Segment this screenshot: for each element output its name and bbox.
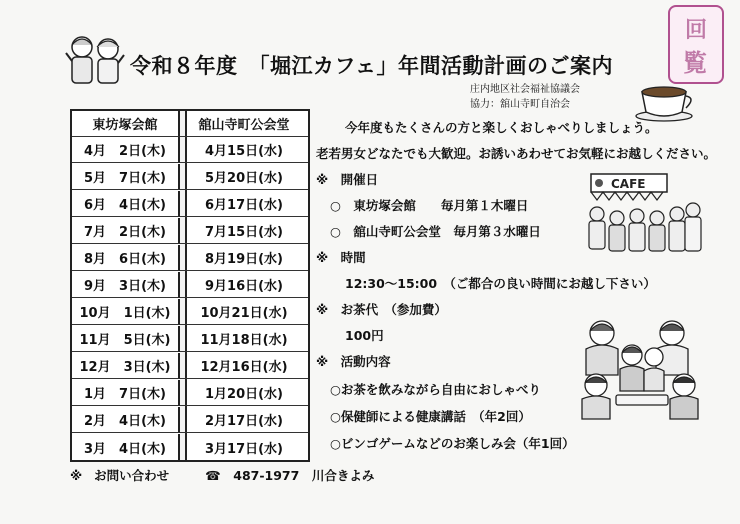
schedule-heading: ※ 開催日 bbox=[316, 172, 379, 187]
activity-item: ○お茶を飲みながら自由におしゃべり bbox=[330, 382, 541, 397]
table-row bbox=[72, 299, 308, 325]
cafe-group-illustration bbox=[585, 170, 703, 262]
date-cell: 10月 1日(木) bbox=[72, 299, 180, 325]
date-cell: 2月 4日(木) bbox=[72, 407, 180, 433]
table-row bbox=[72, 191, 308, 217]
date-cell: 11月 5日(木) bbox=[72, 326, 180, 352]
table-row bbox=[72, 434, 308, 460]
fee-value: 100円 bbox=[345, 328, 384, 343]
date-cell: 11月18日(水) bbox=[180, 326, 308, 352]
cooperation-name: 舘山寺町自治会 bbox=[500, 99, 570, 110]
date-cell: 6月17日(水) bbox=[180, 191, 308, 217]
table-row bbox=[72, 353, 308, 379]
schedule-line-2: ○ 舘山寺町公会堂 毎月第３水曜日 bbox=[330, 224, 541, 239]
table-row bbox=[72, 326, 308, 352]
date-cell: 12月 3日(木) bbox=[72, 353, 180, 379]
date-cell: 9月16日(水) bbox=[180, 272, 308, 298]
elderly-couple-illustration bbox=[64, 33, 126, 85]
date-cell: 10月21日(水) bbox=[180, 299, 308, 325]
date-cell: 3月 4日(木) bbox=[72, 434, 180, 460]
footer-phone: ☎ 487-1977 川合きよみ bbox=[205, 468, 375, 483]
page-title: 令和８年度 「堀江カフェ」年間活動計画のご案内 bbox=[130, 54, 613, 78]
schedule-line-1: ○ 東坊塚会館 毎月第１木曜日 bbox=[330, 198, 529, 213]
date-cell: 9月 3日(木) bbox=[72, 272, 180, 298]
header-east-bozuka: 東坊塚会館 bbox=[72, 111, 180, 137]
footer-mark: ※ bbox=[70, 468, 83, 483]
header-kanzanji: 舘山寺町公会堂 bbox=[180, 111, 308, 137]
cooperation-label: 協力： bbox=[470, 99, 500, 110]
chatting-group-illustration bbox=[580, 315, 705, 420]
date-cell: 8月 6日(木) bbox=[72, 245, 180, 271]
date-cell: 6月 4日(木) bbox=[72, 191, 180, 217]
time-heading: ※ 時間 bbox=[316, 250, 366, 265]
date-cell: 7月 2日(木) bbox=[72, 218, 180, 244]
date-cell: 1月20日(水) bbox=[180, 380, 308, 406]
table-header-row bbox=[72, 111, 308, 137]
schedule-table bbox=[70, 109, 310, 462]
teacup-icon bbox=[634, 80, 698, 122]
circulation-stamp bbox=[668, 5, 724, 84]
table-row bbox=[72, 245, 308, 271]
table-row bbox=[72, 218, 308, 244]
cafe-sign-text: CAFE bbox=[611, 177, 646, 191]
date-cell: 1月 7日(木) bbox=[72, 380, 180, 406]
fee-heading: ※ お茶代 （参加費） bbox=[316, 302, 447, 317]
footer-label: お問い合わせ bbox=[94, 468, 170, 483]
intro-line-1: 今年度もたくさんの方と楽しくおしゃべりしましょう。 bbox=[345, 120, 658, 135]
stamp-char-2: 覧 bbox=[683, 49, 707, 77]
activities-heading: ※ 活動内容 bbox=[316, 354, 391, 369]
table-row bbox=[72, 137, 308, 163]
table-row bbox=[72, 380, 308, 406]
intro-line-2: 老若男女どなたでも大歓迎。お誘いあわせてお気軽にお越しください。 bbox=[316, 146, 717, 161]
date-cell: 3月17日(水) bbox=[204, 441, 284, 457]
date-cell: 12月16日(水) bbox=[180, 353, 308, 379]
table-row bbox=[72, 272, 308, 298]
stamp-char-1: 回 bbox=[685, 18, 708, 43]
cooperation-text bbox=[470, 95, 570, 110]
date-cell: 4月 2日(木) bbox=[72, 137, 180, 163]
date-cell: 2月17日(水) bbox=[180, 407, 308, 433]
organizer-text: 庄内地区社会福祉協議会 bbox=[470, 84, 580, 95]
date-cell: 7月15日(水) bbox=[180, 218, 308, 244]
date-cell: 8月19日(水) bbox=[180, 245, 308, 271]
time-value: 12:30～15:00 （ご都合の良い時間にお越し下さい） bbox=[345, 276, 656, 291]
activity-item: ○ビンゴゲームなどのお楽しみ会（年1回） bbox=[330, 436, 575, 451]
table-row bbox=[72, 164, 308, 190]
date-cell: 4月15日(水) bbox=[180, 137, 308, 163]
date-cell: 5月 7日(木) bbox=[72, 164, 180, 190]
activity-item: ○保健師による健康講話 （年2回） bbox=[330, 409, 531, 424]
contact-footer bbox=[70, 466, 374, 484]
date-cell: 5月20日(水) bbox=[180, 164, 308, 190]
table-row bbox=[72, 407, 308, 433]
